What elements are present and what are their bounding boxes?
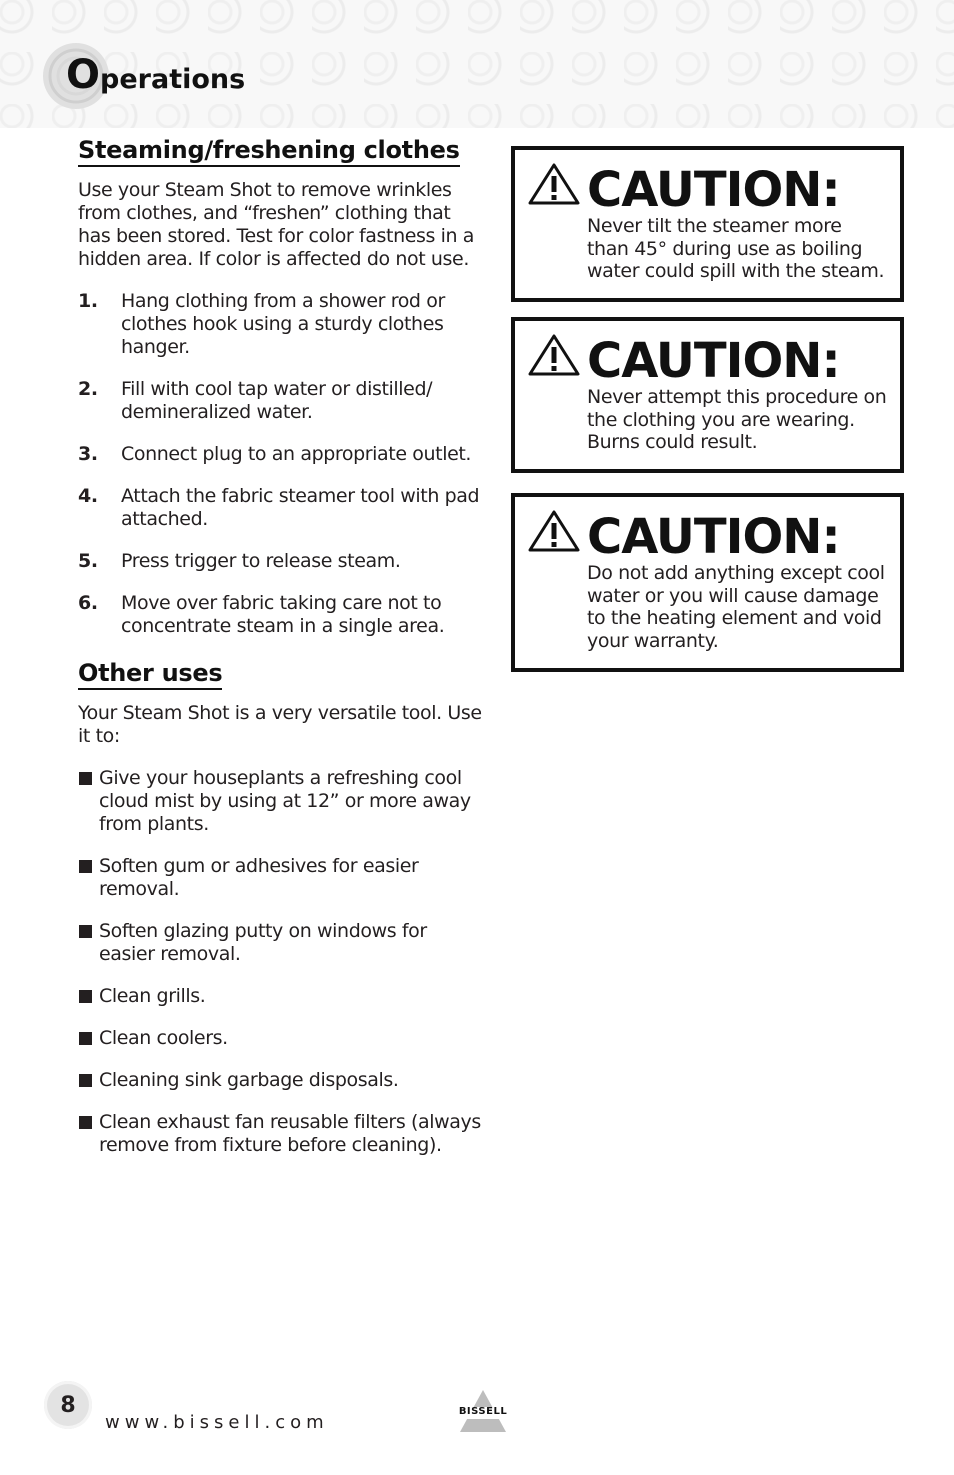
step-text: Attach the fabric steamer tool with pad attached. (121, 485, 480, 530)
step-text: Hang clothing from a shower rod or clothes hook using a sturdy clothes hanger. (121, 290, 445, 358)
square-bullet-icon (79, 1032, 92, 1045)
section-heading-other-uses: Other uses (78, 659, 222, 690)
use-item (78, 985, 488, 1008)
use-item (78, 855, 488, 901)
warning-triangle-icon (527, 162, 581, 206)
caution-text: Do not add anything except cool water or you will cause damage to the heating element and void your warranty. (587, 562, 885, 652)
caution-box-wearing (511, 317, 904, 473)
use-text: Clean grills. (99, 985, 206, 1007)
step-item (78, 592, 488, 638)
square-bullet-icon (79, 860, 92, 873)
step-item (78, 550, 488, 573)
uses-list (78, 767, 488, 1157)
use-text: Clean exhaust fan reusable filters (always remove from fixture before cleaning). (99, 1111, 481, 1156)
steps-list (78, 290, 488, 638)
step-number: 2. (78, 378, 98, 400)
other-uses-intro: Your Steam Shot is a very versatile tool. Use it to: (78, 702, 482, 747)
left-column (78, 136, 488, 1176)
square-bullet-icon (79, 990, 92, 1003)
brand-name: BISSELL (458, 1406, 508, 1417)
bissell-logo-icon (452, 1390, 514, 1432)
use-text: Cleaning sink garbage disposals. (99, 1069, 399, 1091)
page-title-rest: perations (100, 64, 246, 95)
caution-text: Never attempt this procedure on the clothing you are wearing. Burns could result. (587, 386, 887, 453)
step-item (78, 485, 488, 531)
caution-title: CAUTION: (587, 162, 840, 218)
step-text: Fill with cool tap water or distilled/ demineralized water. (121, 378, 433, 423)
step-number: 4. (78, 485, 98, 507)
use-item (78, 1111, 488, 1157)
caution-box-tilt (511, 146, 904, 302)
warning-triangle-icon (527, 509, 581, 553)
step-text: Connect plug to an appropriate outlet. (121, 443, 472, 465)
step-item (78, 443, 488, 466)
step-item (78, 378, 488, 424)
step-number: 1. (78, 290, 98, 312)
use-item (78, 1027, 488, 1050)
step-number: 3. (78, 443, 98, 465)
use-text: Give your houseplants a refreshing cool cloud mist by using at 12” or more away from plants. (99, 767, 471, 835)
page-title-initial: O (66, 52, 101, 98)
square-bullet-icon (79, 1074, 92, 1087)
step-text: Move over fabric taking care not to concentrate steam in a single area. (121, 592, 445, 637)
page-title (66, 52, 246, 98)
caution-title: CAUTION: (587, 509, 840, 565)
step-text: Press trigger to release steam. (121, 550, 401, 572)
steaming-intro: Use your Steam Shot to remove wrinkles from clothes, and “freshen” clothing that has been stored. Test for color fastness in a hidden area. If color is affected do not use. (78, 179, 475, 270)
website-url: www.bissell.com (105, 1412, 329, 1433)
step-item (78, 290, 488, 359)
square-bullet-icon (79, 772, 92, 785)
use-text: Soften gum or adhesives for easier removal. (99, 855, 419, 900)
use-text: Clean coolers. (99, 1027, 228, 1049)
step-number: 6. (78, 592, 98, 614)
use-text: Soften glazing putty on windows for easier removal. (99, 920, 427, 965)
warning-triangle-icon (527, 333, 581, 377)
use-item (78, 920, 488, 966)
square-bullet-icon (79, 925, 92, 938)
square-bullet-icon (79, 1116, 92, 1129)
step-number: 5. (78, 550, 98, 572)
use-item (78, 1069, 488, 1092)
use-item (78, 767, 488, 836)
caution-text: Never tilt the steamer more than 45° during use as boiling water could spill with the steam. (587, 215, 885, 282)
page-number: 8 (44, 1381, 92, 1429)
caution-title: CAUTION: (587, 333, 840, 389)
caution-box-water (511, 493, 904, 672)
section-heading-steaming: Steaming/freshening clothes (78, 136, 460, 167)
